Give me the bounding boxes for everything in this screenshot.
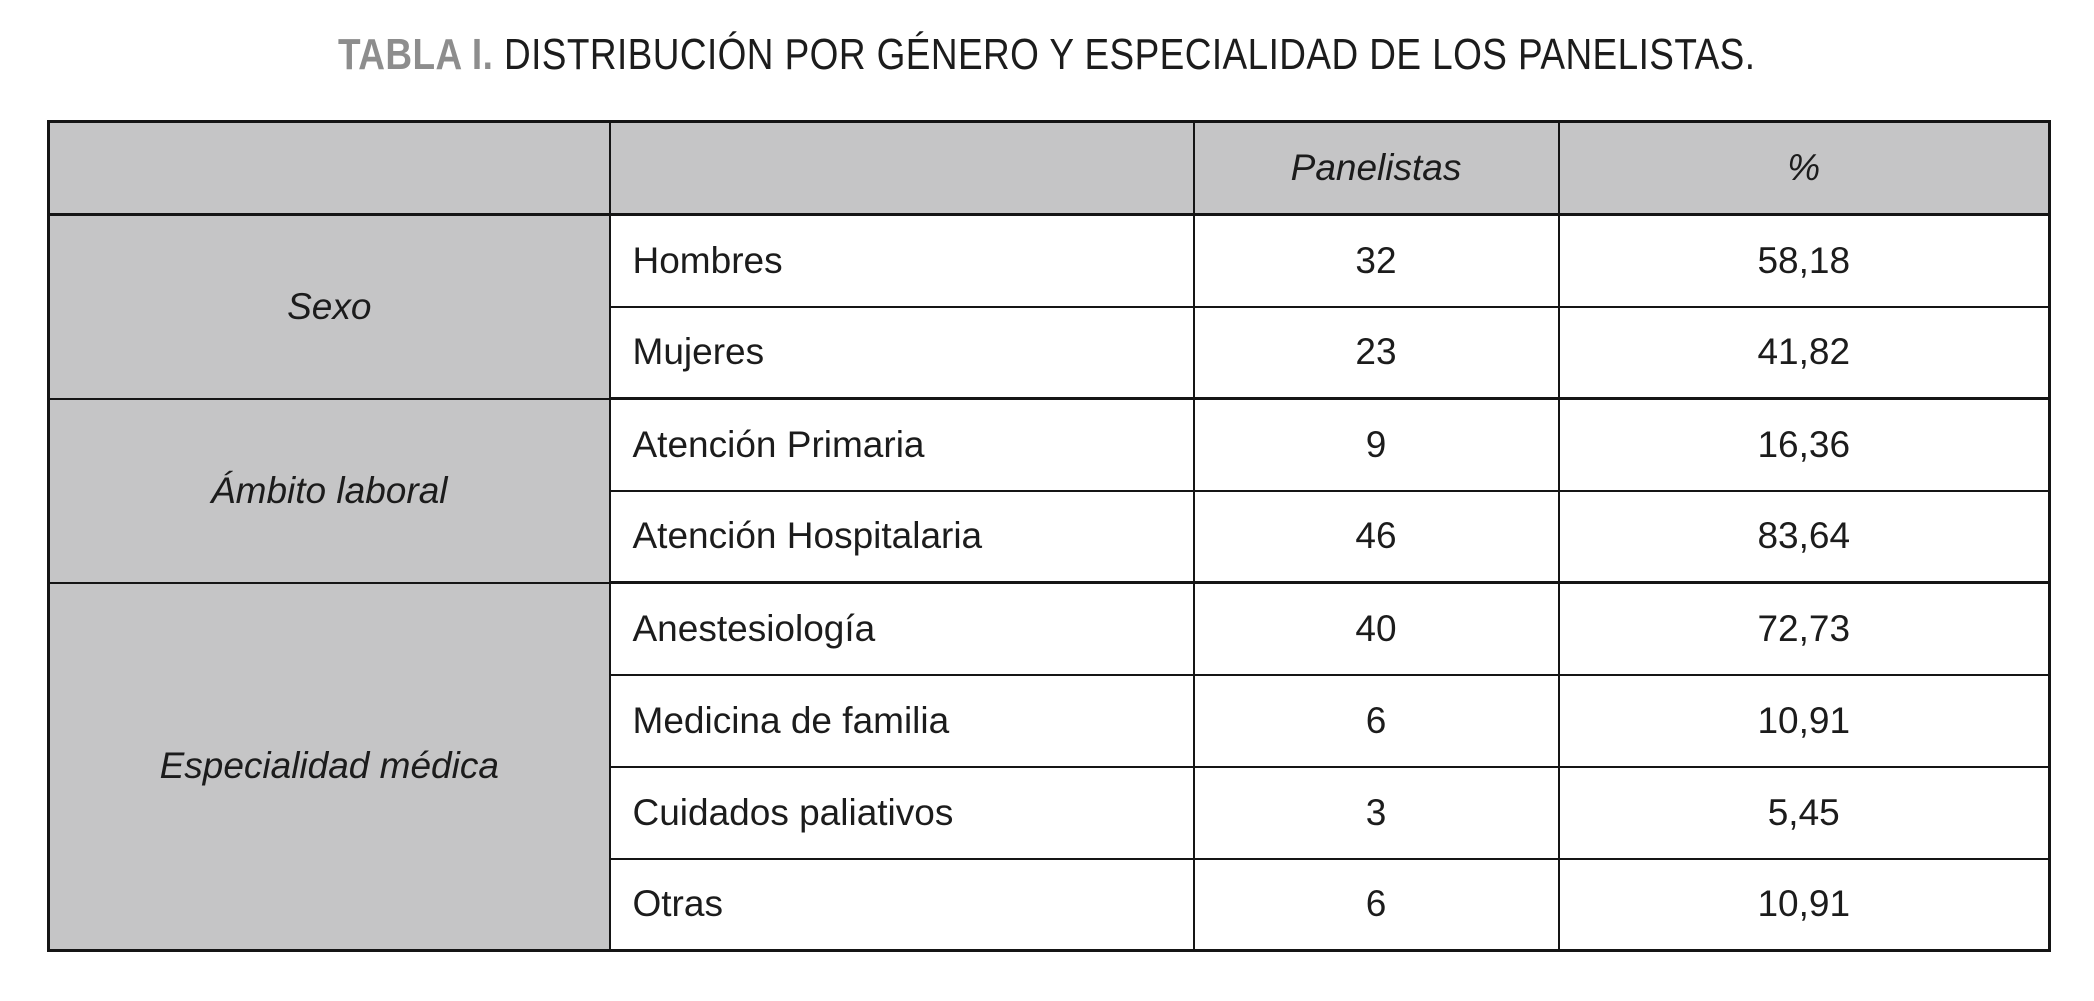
cell-category: Anestesiología bbox=[610, 583, 1194, 675]
header-cell-percent: % bbox=[1559, 122, 2050, 215]
cell-percent: 5,45 bbox=[1559, 767, 2050, 859]
cell-percent: 16,36 bbox=[1559, 399, 2050, 491]
cell-category: Hombres bbox=[610, 215, 1194, 307]
table-row bbox=[49, 399, 2050, 491]
group-cell-especialidad-medica: Especialidad médica bbox=[49, 583, 610, 951]
cell-panelistas: 46 bbox=[1194, 491, 1559, 583]
cell-category: Cuidados paliativos bbox=[610, 767, 1194, 859]
header-cell-category bbox=[610, 122, 1194, 215]
cell-panelistas: 6 bbox=[1194, 859, 1559, 951]
table-row bbox=[49, 583, 2050, 675]
cell-percent: 41,82 bbox=[1559, 307, 2050, 399]
table-caption-number: TABLA I. bbox=[338, 30, 494, 79]
header-cell-panelistas: Panelistas bbox=[1194, 122, 1559, 215]
cell-panelistas: 23 bbox=[1194, 307, 1559, 399]
cell-panelistas: 3 bbox=[1194, 767, 1559, 859]
group-cell-sexo: Sexo bbox=[49, 215, 610, 399]
header-cell-group bbox=[49, 122, 610, 215]
panelists-distribution-table bbox=[47, 120, 2051, 952]
cell-category: Otras bbox=[610, 859, 1194, 951]
table-caption-title: DISTRIBUCIÓN POR GÉNERO Y ESPECIALIDAD DE LOS PANELISTAS. bbox=[504, 30, 1756, 79]
cell-panelistas: 9 bbox=[1194, 399, 1559, 491]
cell-panelistas: 40 bbox=[1194, 583, 1559, 675]
cell-category: Medicina de familia bbox=[610, 675, 1194, 767]
table-row bbox=[49, 215, 2050, 307]
cell-percent: 72,73 bbox=[1559, 583, 2050, 675]
table-caption bbox=[0, 30, 2094, 80]
cell-percent: 58,18 bbox=[1559, 215, 2050, 307]
cell-percent: 83,64 bbox=[1559, 491, 2050, 583]
group-cell-ambito-laboral: Ámbito laboral bbox=[49, 399, 610, 583]
cell-category: Atención Hospitalaria bbox=[610, 491, 1194, 583]
cell-percent: 10,91 bbox=[1559, 675, 2050, 767]
cell-panelistas: 6 bbox=[1194, 675, 1559, 767]
cell-category: Mujeres bbox=[610, 307, 1194, 399]
cell-panelistas: 32 bbox=[1194, 215, 1559, 307]
cell-category: Atención Primaria bbox=[610, 399, 1194, 491]
table-header-row bbox=[49, 122, 2050, 215]
cell-percent: 10,91 bbox=[1559, 859, 2050, 951]
